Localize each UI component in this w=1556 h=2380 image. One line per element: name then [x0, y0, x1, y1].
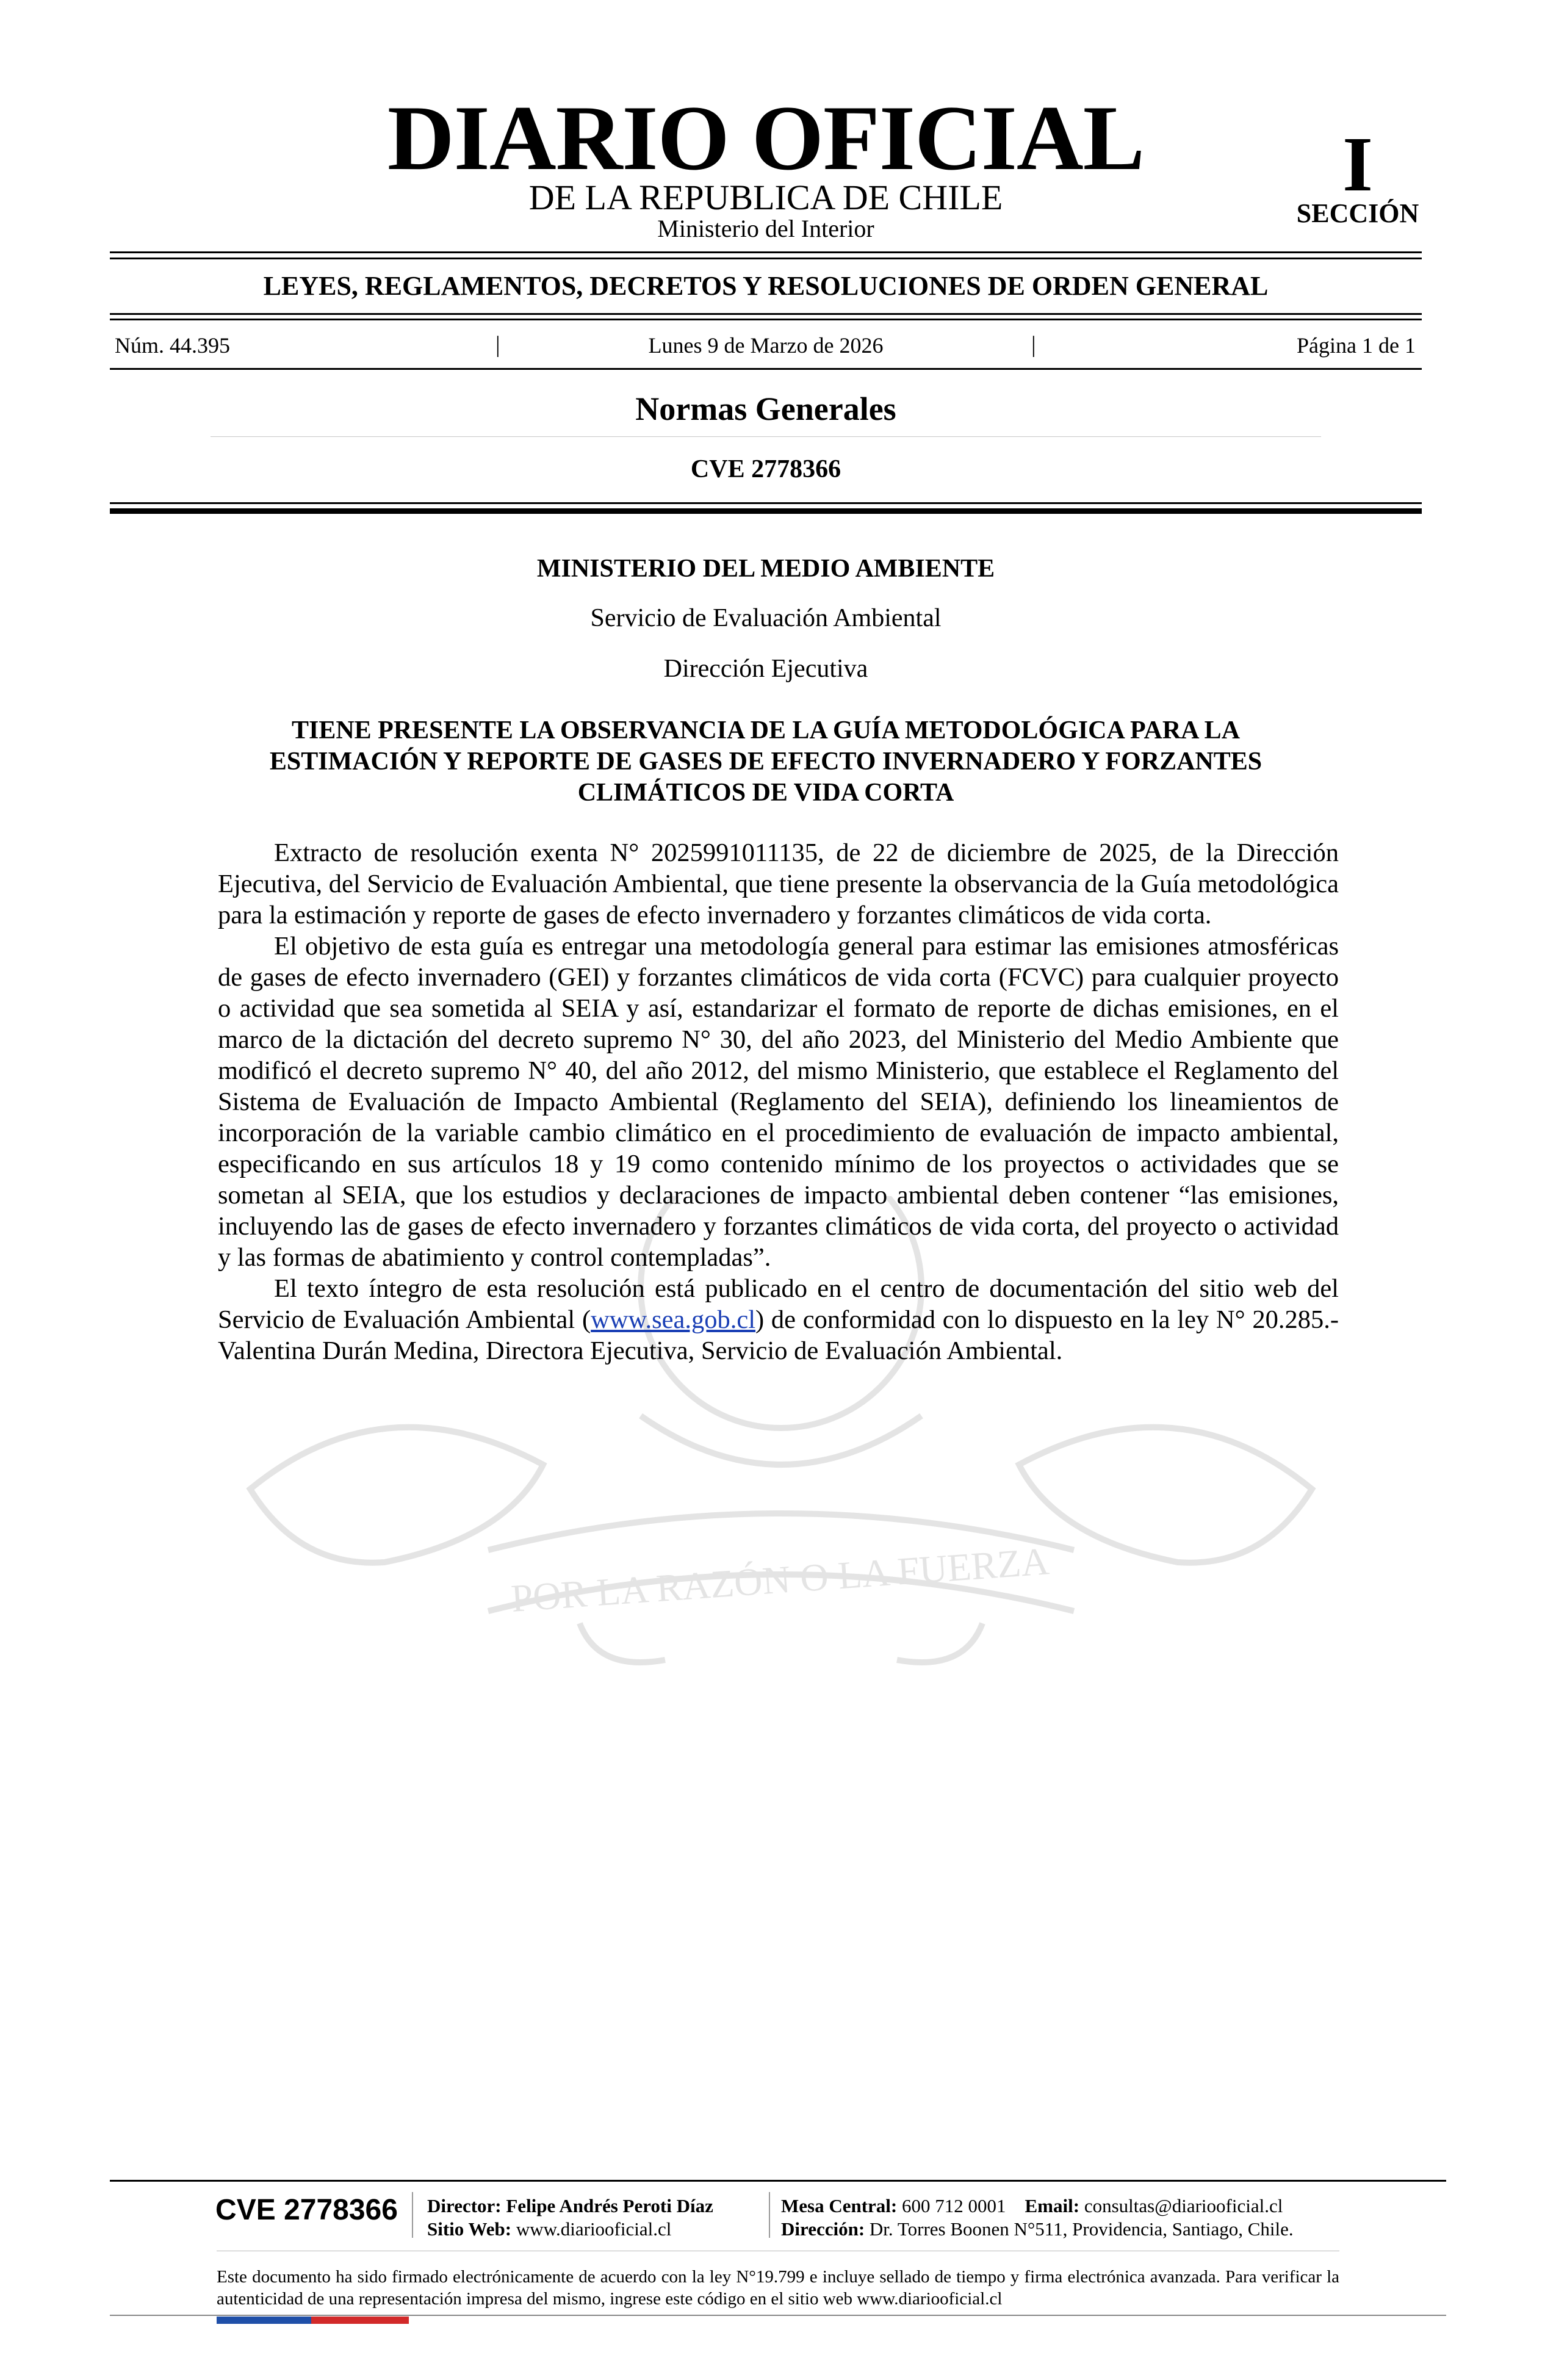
mesa-phone: 600 712 0001	[902, 2195, 1006, 2216]
footer-legal-notice: Este documento ha sido firmado electrónicamente de acuerdo con la ley N°19.799 e incluye sellado de tiempo y firma electrónica avanzada. Para verificar la autenticidad de una representación impresa del mismo, ingrese este código en el sitio web www.diariooficial.cl	[217, 2267, 1339, 2309]
paragraph-3-start: El texto íntegro de esta resolución está publicado en el centro de documentación del sitio web del Servicio de Evaluación Ambiental (	[218, 1274, 1339, 1334]
meta-rule	[110, 368, 1422, 370]
watermark-motto: POR LA RAZÓN O LA FUERZA	[510, 1539, 1051, 1620]
paragraph-3-end: ) de conformidad con lo dispuesto en la ley N° 20.285.- Valentina Durán Medina, Directora Ejecutiva, Servicio de Evaluación Ambiental.	[218, 1305, 1339, 1365]
cve-code: CVE 2778366	[690, 455, 841, 483]
footer-contact-block	[781, 2194, 1294, 2241]
paragraph-3	[218, 1273, 1339, 1366]
header-rule-thin	[110, 502, 1422, 504]
page-count: Página 1 de 1	[1297, 333, 1416, 358]
issue-date: Lunes 9 de Marzo de 2026	[648, 333, 884, 358]
director-label: Director:	[427, 2195, 502, 2216]
footer-rule-top	[110, 2180, 1446, 2182]
email-address[interactable]: consultas@diariooficial.cl	[1084, 2195, 1283, 2216]
flag-stripe-blue	[217, 2317, 311, 2324]
email-label: Email:	[1025, 2195, 1080, 2216]
category-rule	[211, 436, 1321, 437]
footer-director-block	[427, 2194, 713, 2241]
masthead-title: DIARIO OFICIAL	[387, 87, 1145, 189]
issue-number: Núm. 44.395	[115, 333, 230, 358]
flag-stripe-red	[311, 2317, 409, 2324]
masthead-rule-bottom	[110, 258, 1422, 259]
mesa-label: Mesa Central:	[781, 2195, 898, 2216]
banner-rule-bottom	[110, 319, 1422, 320]
footer-cve-code: CVE 2778366	[215, 2194, 398, 2226]
site-url[interactable]: www.diariooficial.cl	[516, 2218, 672, 2240]
resolution-heading: TIENE PRESENTE LA OBSERVANCIA DE LA GUÍA METODOLÓGICA PARA LA ESTIMACIÓN Y REPORTE DE GASES DE EFECTO INVERNADERO Y FORZANTES CLIMÁTICOS DE VIDA CORTA	[269, 716, 1262, 807]
site-label: Sitio Web:	[427, 2218, 512, 2240]
sea-website-link[interactable]: www.sea.gob.cl	[591, 1305, 756, 1334]
category-title: Normas Generales	[635, 391, 896, 427]
masthead-ministry: Ministerio del Interior	[657, 215, 874, 242]
service-name: Servicio de Evaluación Ambiental	[590, 604, 942, 632]
masthead-rule-top	[110, 251, 1422, 253]
footer-rule-bottom	[110, 2315, 1446, 2316]
director-name: Felipe Andrés Peroti Díaz	[506, 2195, 713, 2216]
banner-rule-top	[110, 313, 1422, 315]
address-label: Dirección:	[781, 2218, 865, 2240]
paragraph-2: El objetivo de esta guía es entregar una metodología general para estimar las emisiones atmosféricas de gases de efecto invernadero (GEI) y forzantes climáticos de vida corta (FCVC) para cualquier proyecto o actividad que sea sometida al SEIA y así, estandarizar el formato de reporte de dichas emisiones, en el marco de la dictación del decreto supremo N° 30, del año 2023, del Ministerio del Medio Ambiente que modificó el decreto supremo N° 40, del año 2012, del mismo Ministerio, que establece el Reglamento del Sistema de Evaluación de Impacto Ambiental (Reglamento del SEIA), definiendo los lineamientos de incorporación de la variable cambio climático en el procedimiento de evaluación de impacto ambiental, especificando en sus artículos 18 y 19 como contenido mínimo de los proyectos o actividades que se sometan al SEIA, que los estudios y declaraciones de impacto ambiental deben contener “las emisiones, incluyendo las de gases de efecto invernadero y forzantes climáticos de vida corta, del proyecto o actividad y las formas de abatimiento y control contempladas”.	[218, 932, 1339, 1272]
section-label: SECCIÓN	[1296, 198, 1419, 228]
footer-divider-1	[412, 2192, 413, 2238]
directorate-name: Dirección Ejecutiva	[663, 655, 868, 683]
masthead-subtitle: DE LA REPUBLICA DE CHILE	[528, 178, 1003, 217]
header-rule-thick	[110, 508, 1422, 514]
meta-separator-1: |	[495, 332, 500, 358]
section-number: I	[1342, 121, 1373, 207]
banner-title: LEYES, REGLAMENTOS, DECRETOS Y RESOLUCIONES DE ORDEN GENERAL	[263, 271, 1269, 301]
paragraph-1: Extracto de resolución exenta N° 2025991011135, de 22 de diciembre de 2025, de la Dirección Ejecutiva, del Servicio de Evaluación Ambiental, que tiene presente la observancia de la Guía metodológica para la estimación y reporte de gases de efecto invernadero y forzantes climáticos de vida corta.	[218, 838, 1339, 929]
address-value: Dr. Torres Boonen N°511, Providencia, Santiago, Chile.	[869, 2218, 1294, 2240]
footer-divider-2	[769, 2192, 770, 2238]
meta-separator-2: |	[1031, 332, 1036, 358]
ministry-name: MINISTERIO DEL MEDIO AMBIENTE	[536, 555, 995, 583]
body-text	[218, 837, 1339, 1366]
